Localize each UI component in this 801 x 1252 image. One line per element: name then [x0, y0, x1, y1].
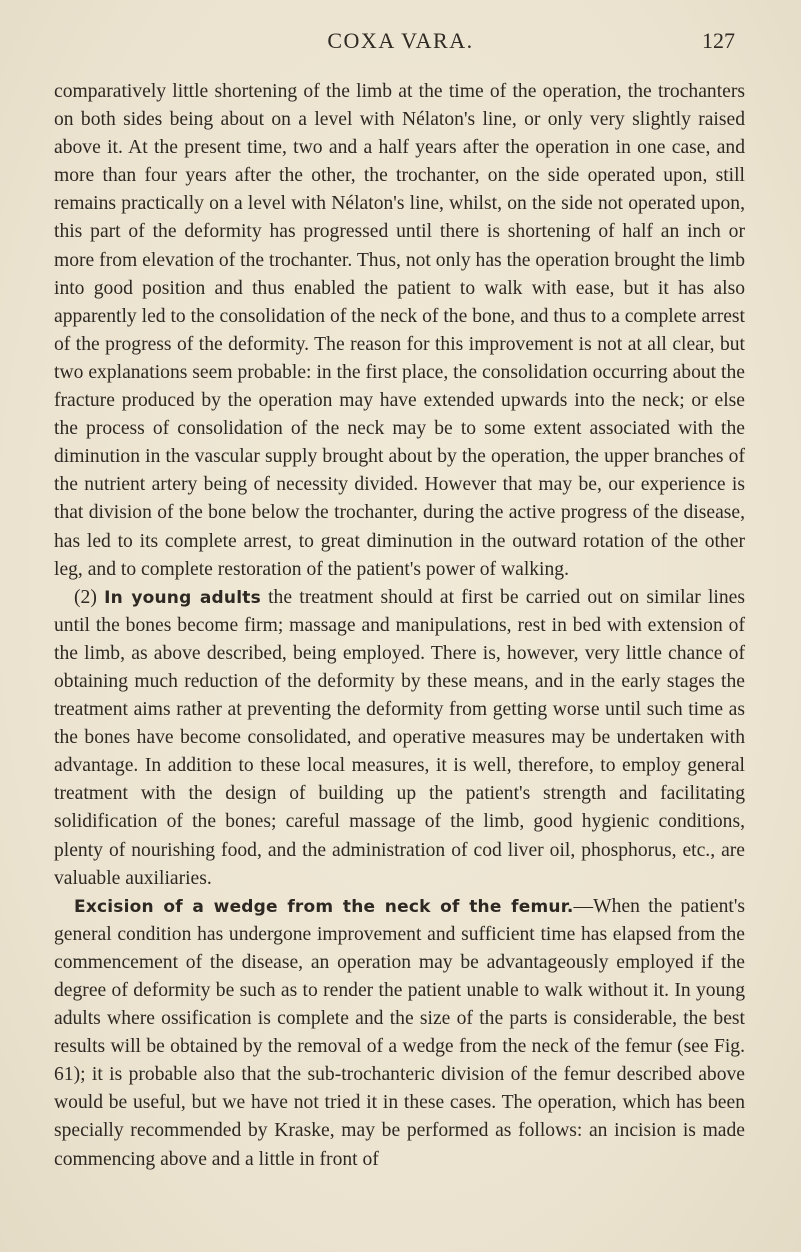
paragraph-text: the treatment should at first be carried out on similar lines until the bones become firm; massage and manipulations, rest in bed with extension of the limb, as above described, being employed. There is, however, very little chance of obtaining much reduction of the deformity by these means, and in the early stages the treatment aims rather at preventing the deformity from getting worse until such time as the bones have become consolidated, and operative measures may be undertaken with advantage. In addition to these local measures, it is well, therefore, to employ general treatment with the design of building up the patient's strength and facilitating solidification of the bones; careful massage of the limb, good hygienic conditions, plenty of nourishing food, and the administration of cod liver oil, phosphorus, etc., are valuable auxiliaries. [54, 586, 745, 889]
paragraph-continuation [54, 78, 745, 584]
page-number: 127 [702, 28, 735, 53]
paragraph-text: comparatively little shortening of the limb at the time of the operation, the trochanters on both sides being about on a level with Nélaton's line, or only very slightly raised above it. At the present time, two and a half years after the operation in one case, and more than four years after the other, the trochanter, on the side operated upon, still remains practically on a level with Nélaton's line, whilst, on the side not operated upon, this part of the deformity has progressed until there is shortening of half an inch or more from elevation of the trochanter. Thus, not only has the operation brought the limb into good position and thus enabled the patient to walk with ease, but it has also apparently led to the consolidation of the neck of the bone, and thus to a complete arrest of the progress of the deformity. The reason for this improvement is not at all clear, but two explanations seem probable: in the first place, the consolidation occurring about the fracture produced by the operation may have extended upwards into the neck; or else the process of consolidation of the neck may be to some extent associated with the diminution in the vascular supply brought about by the operation, the upper branches of the nutrient artery being of necessity divided. However that may be, our experience is that division of the bone below the trochanter, during the active progress of the disease, has led to its complete arrest, to great diminution in the outward rotation of the other leg, and to complete restoration of the patient's power of walking. [54, 81, 745, 580]
body-text [54, 78, 745, 1174]
section-heading-young-adults: In young adults [104, 587, 261, 608]
paragraph-excision [54, 893, 745, 1174]
page-header [0, 28, 801, 58]
paragraph-young-adults [54, 584, 745, 893]
list-number: (2) [74, 586, 105, 608]
running-title: COXA VARA. [327, 28, 474, 53]
paragraph-text: —When the patient's general condition has undergone improvement and sufficient time has elapsed from the commencement of the disease, an operation may be advantageously employed if the degree of deformity be such as to render the patient unable to walk without it. In young adults where ossification is complete and the size of the parts is considerable, the best results will be obtained by the removal of a wedge from the neck of the femur (see Fig. 61); it is probable also that the sub-trochanteric division of the femur described above would be useful, but we have not tried it in these cases. The operation, which has been specially recommended by Kraske, may be performed as follows: an incision is made commencing above and a little in front of [54, 895, 745, 1170]
section-heading-excision: Excision of a wedge from the neck of the femur. [74, 896, 574, 917]
